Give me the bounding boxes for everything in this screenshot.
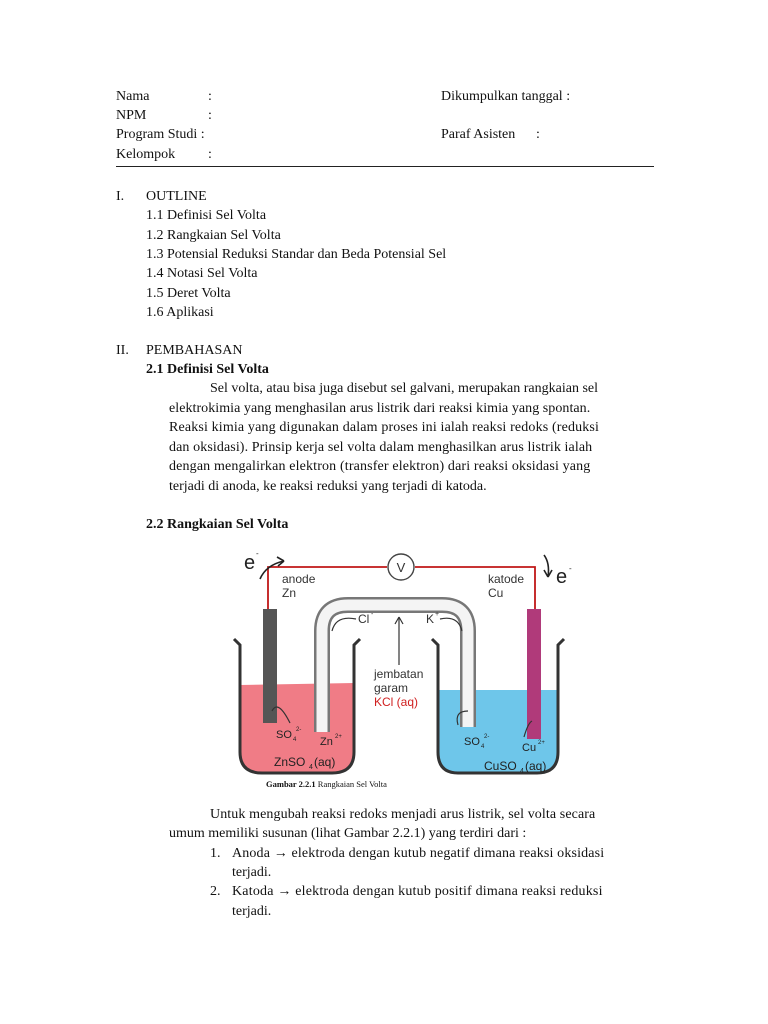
anode-label: anode bbox=[282, 572, 316, 586]
outline-item: 1.4 Notasi Sel Volta bbox=[146, 266, 258, 281]
cuso4-label: CuSO bbox=[484, 759, 517, 773]
znso4-label-sub: 4 bbox=[309, 764, 313, 771]
outline-item: 1.6 Aplikasi bbox=[146, 305, 214, 320]
chloride-ion-label: Cl bbox=[358, 612, 370, 626]
label-dikumpulkan: Dikumpulkan tanggal : bbox=[441, 89, 571, 104]
cuso4-label-aq: (aq) bbox=[525, 759, 547, 773]
paragraph-line: Untuk mengubah reaksi redoks menjadi arus listrik, sel volta secara bbox=[210, 807, 596, 822]
paragraph-line: Sel volta, atau bisa juga disebut sel galvani, merupakan rangkaian sel bbox=[210, 381, 598, 396]
znso4-label-aq: (aq) bbox=[314, 755, 336, 769]
label-nama: Nama bbox=[116, 89, 150, 104]
voltaic-cell-figure bbox=[232, 547, 582, 777]
section-number-outline: I. bbox=[116, 189, 125, 204]
section-title-outline: OUTLINE bbox=[146, 189, 207, 204]
sulfate-ion-left: SO bbox=[276, 729, 292, 741]
colon-paraf: : bbox=[536, 127, 540, 142]
salt-bridge-label: garam bbox=[374, 681, 409, 695]
paragraph-line: elektrokimia yang menghasilan arus listrik dari reaksi kimia yang spontan. bbox=[169, 401, 591, 416]
list-item-line: Anoda → elektroda dengan kutub negatif dimana reaksi oksidasi bbox=[232, 846, 605, 861]
outline-item: 1.3 Potensial Reduksi Standar dan Beda Potensial Sel bbox=[146, 247, 447, 262]
electron-right: e bbox=[556, 566, 568, 588]
electron-right-sup: - bbox=[569, 564, 572, 573]
sulfate-ion-left-sub: 4 bbox=[293, 737, 297, 743]
list-item-line: terjadi. bbox=[232, 865, 272, 880]
label-kelompok: Kelompok bbox=[116, 147, 176, 162]
outline-item: 1.2 Rangkaian Sel Volta bbox=[146, 228, 281, 243]
figure-caption-text: Rangkaian Sel Volta bbox=[315, 779, 387, 789]
zinc-electrode bbox=[263, 609, 277, 723]
copper-ion: Cu bbox=[522, 742, 537, 754]
subsection-title-2-2: 2.2 Rangkaian Sel Volta bbox=[146, 517, 289, 532]
header-divider bbox=[116, 166, 654, 167]
list-item-number: 2. bbox=[210, 884, 221, 899]
salt-bridge-label: jembatan bbox=[374, 667, 424, 681]
electron-left-sup: - bbox=[256, 549, 259, 558]
sulfate-ion-right-sub: 4 bbox=[481, 744, 485, 750]
paragraph-line: Reaksi kimia yang digunakan dalam proses ini ialah reaksi redoks (reduksi bbox=[169, 420, 600, 435]
section-title-pembahasan: PEMBAHASAN bbox=[146, 343, 243, 358]
outline-item: 1.1 Definisi Sel Volta bbox=[146, 208, 267, 223]
katode-metal-label: Cu bbox=[488, 586, 504, 600]
colon-nama: : bbox=[208, 89, 212, 104]
label-paraf: Paraf Asisten bbox=[441, 127, 516, 142]
figure-caption bbox=[266, 779, 387, 789]
sulfate-ion-left-sup: 2- bbox=[296, 727, 302, 733]
list-item-number: 1. bbox=[210, 846, 221, 861]
chloride-arrow bbox=[332, 618, 356, 631]
paragraph-line: umum memiliki susunan (lihat Gambar 2.2.1) yang terdiri dari : bbox=[169, 826, 527, 841]
paragraph-line: dan oksidasi). Prinsip kerja sel volta dalam menghasilkan arus listrik ialah bbox=[169, 440, 593, 455]
label-prodi: Program Studi : bbox=[116, 127, 205, 142]
subsection-title-2-1: 2.1 Definisi Sel Volta bbox=[146, 362, 269, 377]
colon-kelompok: : bbox=[208, 147, 212, 162]
znso4-label: ZnSO bbox=[274, 755, 306, 769]
zinc-ion-sup: 2+ bbox=[335, 734, 342, 740]
potassium-ion-sup: + bbox=[435, 611, 440, 618]
katode-label: katode bbox=[488, 572, 525, 586]
section-number-pembahasan: II. bbox=[116, 343, 129, 358]
chloride-ion-sup: - bbox=[371, 611, 374, 618]
figure-caption-number: Gambar 2.2.1 bbox=[266, 779, 316, 789]
cuso4-label-sub: 4 bbox=[520, 768, 524, 775]
sulfate-ion-right: SO bbox=[464, 736, 480, 748]
sulfate-ion-right-sup: 2- bbox=[484, 734, 490, 740]
paragraph-line: terjadi di anoda, ke reaksi reduksi yang terjadi di katoda. bbox=[169, 479, 487, 494]
paragraph-line: dengan mengalirkan elektron (transfer elektron) dari reaksi oksidasi yang bbox=[169, 459, 591, 474]
potassium-ion-label: K bbox=[426, 612, 435, 626]
label-npm: NPM bbox=[116, 108, 147, 123]
copper-ion-sup: 2+ bbox=[538, 740, 545, 746]
copper-electrode bbox=[527, 609, 541, 739]
outline-item: 1.5 Deret Volta bbox=[146, 286, 231, 301]
electron-left: e bbox=[244, 552, 256, 574]
anode-metal-label: Zn bbox=[282, 586, 297, 600]
zinc-ion: Zn bbox=[320, 736, 333, 748]
list-item-line: terjadi. bbox=[232, 904, 272, 919]
list-item-line: Katoda → elektroda dengan kutub positif dimana reaksi reduksi bbox=[232, 884, 603, 899]
salt-bridge-solution: KCl (aq) bbox=[374, 695, 419, 709]
voltmeter-label: V bbox=[396, 560, 406, 575]
colon-npm: : bbox=[208, 108, 212, 123]
